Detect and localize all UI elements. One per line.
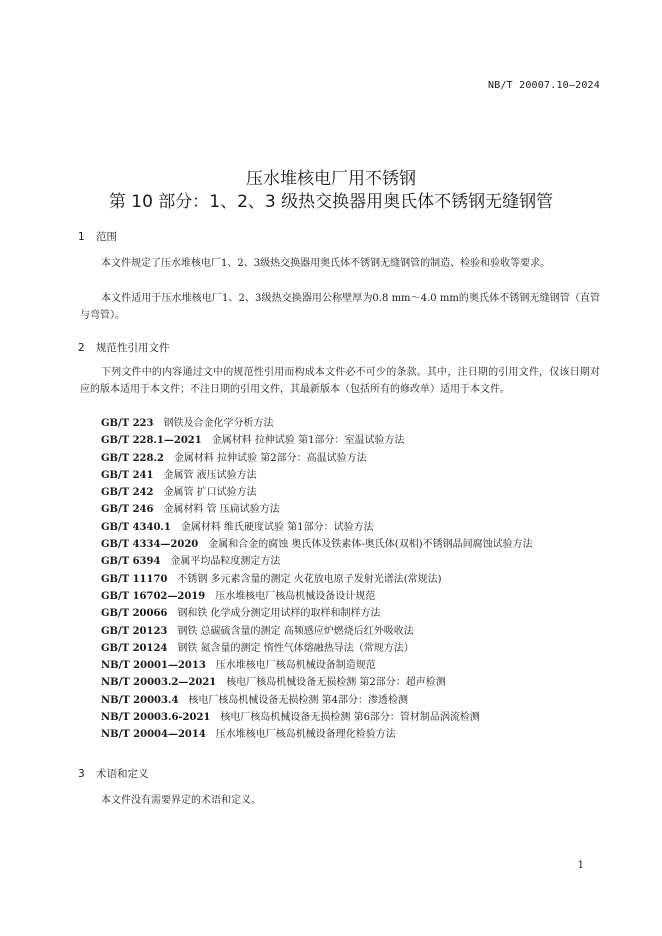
reference-code: NB/T 20003.6-2021	[101, 712, 211, 724]
reference-item	[101, 553, 533, 570]
reference-code: GB/T 4340.1	[101, 521, 171, 533]
reference-code: NB/T 20004—2014	[101, 729, 206, 741]
reference-item	[101, 588, 533, 605]
reference-item	[101, 709, 533, 726]
reference-title: 钢铁及合金化学分析方法	[163, 418, 274, 429]
document-title: 压水堆核电厂用不锈钢	[246, 169, 416, 189]
reference-title: 金属管 液压试验方法	[163, 469, 257, 481]
reference-title: 钢铁 氮含量的测定 惰性气体熔融热导法（常规方法）	[177, 642, 414, 654]
section-number: 3	[78, 768, 85, 780]
reference-title: 钢铁 总碳硫含量的测定 高频感应炉燃烧后红外吸收法	[177, 625, 414, 637]
reference-title: 核电厂核岛机械设备无损检测 第2部分：超声检测	[226, 677, 446, 689]
reference-item	[101, 484, 533, 501]
reference-code: GB/T 20124	[101, 642, 168, 654]
reference-item	[101, 519, 533, 536]
reference-item	[101, 674, 533, 691]
reference-title: 金属材料 拉伸试验 第2部分：高温试验方法	[173, 452, 367, 464]
reference-code: NB/T 20001—2013	[101, 660, 206, 672]
reference-item	[101, 571, 533, 588]
reference-title: 压水堆核电厂核岛机械设备理化检验方法	[215, 729, 396, 741]
reference-title: 不锈钢 多元素含量的测定 火花放电原子发射光谱法(常规法)	[177, 573, 442, 585]
section-3-heading	[78, 766, 149, 781]
reference-item	[101, 536, 533, 553]
reference-code: GB/T 246	[101, 504, 154, 516]
reference-item	[101, 450, 533, 467]
reference-code: GB/T 11170	[101, 573, 168, 585]
section-title: 规范性引用文件	[96, 342, 170, 354]
reference-code: NB/T 20003.4	[101, 694, 179, 706]
reference-title: 金属和合金的腐蚀 奥氏体及铁素体-奥氏体(双相)不锈钢晶间腐蚀试验方法	[208, 539, 533, 551]
reference-title: 核电厂核岛机械设备无损检测 第4部分：渗透检测	[188, 694, 408, 706]
reference-code: NB/T 20003.2—2021	[101, 677, 217, 689]
reference-code: GB/T 20066	[101, 608, 168, 620]
reference-item	[101, 467, 533, 484]
reference-title: 金属平均晶粒度测定方法	[170, 556, 281, 568]
scope-paragraph-1: 本文件规定了压水堆核电厂1、2、3级热交换器用奥氏体不锈钢无缝钢管的制造、检验和验收等要求。	[101, 258, 551, 269]
terms-paragraph: 本文件没有需要界定的术语和定义。	[101, 795, 261, 806]
reference-code: GB/T 6394	[101, 556, 161, 568]
reference-code: GB/T 223	[101, 418, 154, 429]
reference-list	[101, 415, 533, 744]
reference-item	[101, 415, 533, 432]
section-2-heading	[78, 340, 170, 355]
reference-title: 压水堆核电厂核岛机械设备制造规范	[215, 660, 376, 672]
reference-code: GB/T 228.2	[101, 452, 164, 464]
section-number: 1	[78, 231, 85, 243]
document-subtitle: 第 10 部分：1、2、3 级热交换器用奥氏体不锈钢无缝钢管	[108, 192, 554, 212]
reference-item	[101, 640, 533, 657]
reference-code: GB/T 228.1—2021	[101, 435, 202, 447]
reference-title: 金属管 扩口试验方法	[163, 487, 257, 499]
reference-code: GB/T 20123	[101, 625, 168, 637]
scope-paragraph-2: 本文件适用于压水堆核电厂1、2、3级热交换器用公称壁厚为0.8 mm～4.0 mm的奥氏体不锈钢无缝钢管（直管与弯管）。	[80, 293, 600, 321]
section-title: 术语和定义	[96, 768, 149, 780]
reference-title: 金属材料 维氏硬度试验 第1部分：试验方法	[180, 521, 374, 533]
page-number: 1	[577, 860, 584, 871]
reference-code: GB/T 16702—2019	[101, 590, 206, 602]
reference-item	[101, 657, 533, 674]
standard-code: NB/T 20007.10—2024	[488, 80, 600, 91]
reference-item	[101, 692, 533, 709]
reference-item	[101, 726, 533, 743]
reference-title: 钢和铁 化学成分测定用试样的取样和制样方法	[177, 608, 381, 620]
section-number: 2	[78, 342, 85, 354]
reference-title: 金属材料 拉伸试验 第1部分：室温试验方法	[211, 435, 405, 447]
reference-code: GB/T 242	[101, 487, 154, 499]
reference-item	[101, 501, 533, 518]
reference-title: 核电厂核岛机械设备无损检测 第6部分：管材制品涡流检测	[220, 712, 480, 724]
reference-code: GB/T 4334—2020	[101, 539, 199, 551]
reference-item	[101, 605, 533, 622]
section-title: 范围	[96, 231, 117, 243]
reference-item	[101, 432, 533, 449]
references-intro: 下列文件中的内容通过文中的规范性引用而构成本文件必不可少的条款。其中，注日期的引用文件，仅该日期对应的版本适用于本文件；不注日期的引用文件，其最新版本（包括所有的修改单）适用于本文件。	[80, 367, 600, 395]
reference-title: 压水堆核电厂核岛机械设备设计规范	[215, 590, 376, 602]
section-1-heading	[78, 229, 117, 244]
reference-title: 金属材料 管 压扁试验方法	[163, 504, 280, 516]
reference-item	[101, 623, 533, 640]
reference-code: GB/T 241	[101, 469, 154, 481]
